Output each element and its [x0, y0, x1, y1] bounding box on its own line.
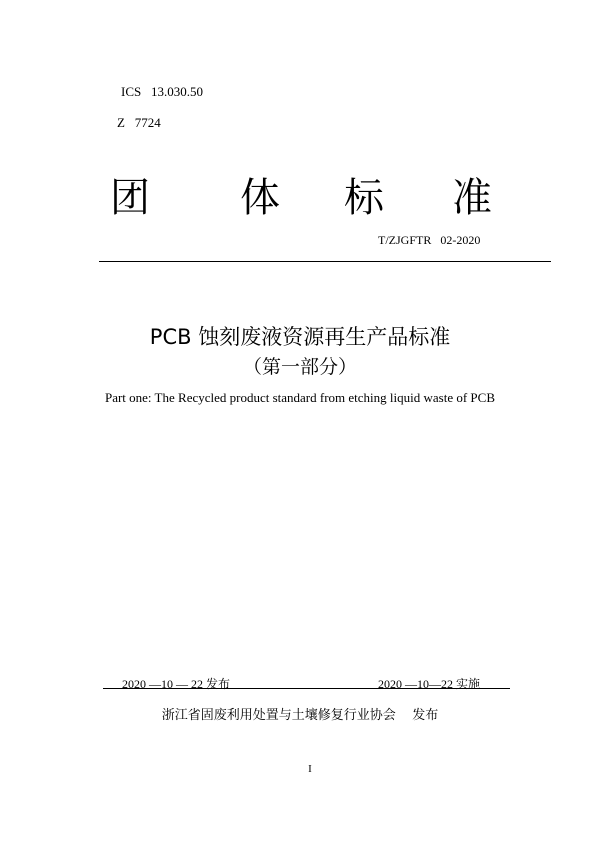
classification-code: Z 7724 [117, 115, 161, 130]
category-char-1: 团 [110, 175, 150, 221]
english-title: Part one: The Recycled product standard from etching liquid waste of PCB [104, 390, 496, 405]
document-title: PCB 蚀刻废液资源再生产品标准 [149, 325, 451, 349]
footer-divider [103, 688, 510, 689]
standard-number: T/ZJGFTR 02-2020 [378, 233, 481, 247]
category-char-2: 体 [240, 175, 280, 221]
publisher: 浙江省固废利用处置与土壤修复行业协会 发布 [161, 708, 439, 723]
category-char-4: 准 [452, 175, 492, 221]
ics-code: ICS 13.030.50 [121, 84, 203, 99]
document-subtitle: （第一部分） [242, 356, 357, 378]
effective-date: 2020 —10—22 实施 [378, 677, 481, 691]
header-divider [99, 261, 551, 262]
document-category-title [110, 166, 500, 226]
page-number: I [308, 763, 312, 775]
issue-date: 2020 —10 — 22 发布 [122, 677, 231, 691]
category-char-3: 标 [344, 175, 384, 221]
